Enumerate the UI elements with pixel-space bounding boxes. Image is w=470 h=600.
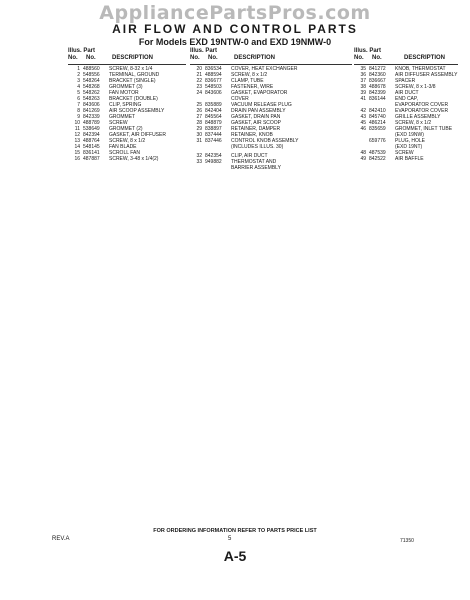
- part-number: 837446: [205, 138, 222, 144]
- illus-number: 49: [360, 156, 366, 162]
- illus-number: 24: [196, 90, 202, 96]
- part-number: 836144: [369, 96, 386, 102]
- part-number: 843606: [83, 102, 100, 108]
- part-number: 548556: [83, 72, 100, 78]
- part-description: FAN MOTOR: [109, 90, 139, 96]
- part-description: SCREW, 8 x 1/2: [395, 120, 432, 126]
- illus-number: 13: [74, 138, 80, 144]
- column-header: [68, 48, 186, 64]
- part-description: CONTROL KNOB ASSEMBLY: [231, 138, 299, 144]
- header-part-no: No.: [86, 55, 96, 61]
- part-description: CLAMP, TUBE: [231, 78, 264, 84]
- part-number: 842404: [205, 108, 222, 114]
- parts-row: [190, 144, 352, 150]
- part-description: THERMOSTAT AND: [231, 159, 277, 165]
- illus-number: 11: [74, 126, 80, 132]
- part-description: FASTENER, WIRE: [231, 84, 274, 90]
- part-number: 842360: [369, 72, 386, 78]
- parts-column-3: [354, 48, 458, 162]
- part-description: END CAP,: [395, 96, 418, 102]
- part-description: KNOB, THERMOSTAT: [395, 66, 446, 72]
- illus-number: 20: [196, 66, 202, 72]
- header-illus-part: Illus. Part: [68, 48, 96, 54]
- header-rule: [68, 64, 186, 65]
- part-number: 845740: [369, 114, 386, 120]
- header-illus-no: No.: [354, 55, 364, 61]
- illus-number: 30: [196, 132, 202, 138]
- illus-number: 42: [360, 108, 366, 114]
- part-number: 486214: [369, 120, 386, 126]
- header-rule: [190, 64, 352, 65]
- part-number: 842410: [369, 108, 386, 114]
- part-description: SCREW: [109, 120, 128, 126]
- part-description: GROMMET (2): [109, 126, 143, 132]
- part-description: SCREW, 8 x 1/2: [231, 72, 268, 78]
- illus-number: 5: [77, 90, 80, 96]
- part-number: 843606: [205, 90, 222, 96]
- illus-number: 32: [196, 153, 202, 159]
- part-description: GASKET, AIR SCOOP: [231, 120, 282, 126]
- document-code: 71350: [400, 538, 414, 544]
- part-description: SCREW, 8 x 1/2: [109, 138, 146, 144]
- part-number: 841269: [83, 108, 100, 114]
- part-number: 836667: [369, 78, 386, 84]
- page-number-small: 5: [228, 536, 232, 542]
- header-illus-part: Illus. Part: [354, 48, 382, 54]
- illus-number: 21: [196, 72, 202, 78]
- page-subtitle: For Models EXD 19NTW-0 and EXD 19NMW-0: [138, 37, 332, 47]
- part-number: 488678: [369, 84, 386, 90]
- part-number: 548263: [83, 96, 100, 102]
- header-description: DESCRIPTION: [112, 55, 154, 61]
- part-number: 835889: [205, 102, 222, 108]
- illus-number: 36: [360, 72, 366, 78]
- header-part-no: No.: [372, 55, 382, 61]
- illus-number: 48: [360, 150, 366, 156]
- column-header: [190, 48, 352, 64]
- part-description: (EXD 19NW): [395, 132, 424, 138]
- part-description: (INCLUDES ILLUS. 30): [231, 144, 284, 150]
- illus-number: [190, 144, 205, 150]
- header-description: DESCRIPTION: [404, 55, 446, 61]
- parts-column-1: [68, 48, 186, 162]
- part-description: GASKET, DRAIN PAN: [231, 114, 281, 120]
- part-description: COVER, HEAT EXCHANGER: [231, 66, 298, 72]
- part-number: 836141: [83, 150, 100, 156]
- illus-number: 33: [196, 159, 202, 165]
- part-number: 836534: [205, 66, 222, 72]
- part-number: 487539: [369, 150, 386, 156]
- illus-number: 23: [196, 84, 202, 90]
- part-number: 845564: [205, 114, 222, 120]
- part-number: 548268: [83, 84, 100, 90]
- part-number: 836677: [205, 78, 222, 84]
- part-number: 842339: [83, 114, 100, 120]
- illus-number: 31: [196, 138, 202, 144]
- part-number: 842394: [83, 132, 100, 138]
- part-description: RETAINER, KNOB: [231, 132, 273, 138]
- column-header: [354, 48, 458, 64]
- part-description: COVER: [231, 96, 249, 102]
- illus-number: 9: [77, 114, 80, 120]
- part-description: EVAPORATOR COVER: [395, 108, 449, 114]
- part-description: GASKET, AIR DIFFUSER: [109, 132, 166, 138]
- illus-number: 38: [360, 84, 366, 90]
- illus-number: 15: [74, 150, 80, 156]
- illus-number: 7: [77, 102, 80, 108]
- part-number: 842354: [205, 153, 222, 159]
- part-number: 841272: [369, 66, 386, 72]
- part-number: 548145: [83, 144, 100, 150]
- illus-number: 28: [196, 120, 202, 126]
- header-illus-part: Illus. Part: [190, 48, 218, 54]
- part-description: VACUUM RELEASE PLUG: [231, 102, 292, 108]
- page-label: A-5: [223, 548, 247, 564]
- part-description: CLIP, SPRING: [109, 102, 142, 108]
- part-description: RETAINER, DAMPER: [231, 126, 281, 132]
- illus-number: 46: [360, 126, 366, 132]
- part-description: SCREW, 8-32 x 1/4: [109, 66, 153, 72]
- illus-number: 1: [77, 66, 80, 72]
- watermark-text: AppliancePartsPros.com: [99, 2, 371, 24]
- illus-number: 12: [74, 132, 80, 138]
- illus-number: 29: [196, 126, 202, 132]
- part-description: GROMMET, INLET TUBE: [395, 126, 453, 132]
- parts-row: [190, 165, 352, 171]
- part-description: SPACER: [395, 78, 416, 84]
- illus-number: 26: [196, 108, 202, 114]
- illus-number: 45: [360, 120, 366, 126]
- illus-number: 37: [360, 78, 366, 84]
- part-number: 538649: [83, 126, 100, 132]
- header-description: DESCRIPTION: [234, 55, 276, 61]
- illus-number: 2: [77, 72, 80, 78]
- part-description: PLUG, HOLE: [395, 138, 426, 144]
- illus-number: 39: [360, 90, 366, 96]
- part-number: 842399: [369, 90, 386, 96]
- part-description: BRACKET (SINGLE): [109, 78, 156, 84]
- part-number: 659776: [369, 138, 386, 144]
- illus-number: 22: [196, 78, 202, 84]
- part-number: 848879: [205, 120, 222, 126]
- part-number: 842522: [369, 156, 386, 162]
- part-number: 838897: [205, 126, 222, 132]
- part-description: GROMMET: [109, 114, 136, 120]
- parts-row: [354, 156, 458, 162]
- revision-label: REV.A: [52, 536, 70, 542]
- part-number: 949882: [205, 159, 222, 165]
- header-part-no: No.: [208, 55, 218, 61]
- illus-number: 41: [360, 96, 366, 102]
- part-description: SCREW: [395, 150, 414, 156]
- header-rule: [354, 64, 458, 65]
- part-description: FAN BLADE: [109, 144, 137, 150]
- illus-number: 25: [196, 102, 202, 108]
- part-description: GASKET, EVAPORATOR: [231, 90, 288, 96]
- part-number: [205, 165, 231, 171]
- part-description: TERMINAL, GROUND: [109, 72, 160, 78]
- part-description: AIR SCOOP ASSEMBLY: [109, 108, 165, 114]
- header-illus-no: No.: [68, 55, 78, 61]
- illus-number: 35: [360, 66, 366, 72]
- illus-number: 6: [77, 96, 80, 102]
- part-description: AIR DUCT: [395, 90, 419, 96]
- part-number: 488764: [83, 138, 100, 144]
- illus-number: 27: [196, 114, 202, 120]
- header-illus-no: No.: [190, 55, 200, 61]
- part-description: BRACKET (DOUBLE): [109, 96, 158, 102]
- part-description: SCREW, 3-48 x 1/4(2): [109, 156, 159, 162]
- part-number: 488560: [83, 66, 100, 72]
- part-number: 488789: [83, 120, 100, 126]
- illus-number: 4: [77, 84, 80, 90]
- part-description: (EXD 19NT): [395, 144, 423, 150]
- part-number: 548264: [83, 78, 100, 84]
- part-description: GRILLE ASSEMBLY: [395, 114, 441, 120]
- illus-number: 3: [77, 78, 80, 84]
- part-number: 488594: [205, 72, 222, 78]
- part-description: AIR DIFFUSER ASSEMBLY: [395, 72, 458, 78]
- page-title: AIR FLOW AND CONTROL PARTS: [112, 22, 358, 36]
- part-description: GROMMET (3): [109, 84, 143, 90]
- illus-number: [190, 165, 205, 171]
- part-description: DRAIN PAN ASSEMBLY: [231, 108, 286, 114]
- ordering-note: FOR ORDERING INFORMATION REFER TO PARTS PRICE LIST: [153, 528, 317, 534]
- part-description: CLIP, AIR DUCT: [231, 153, 268, 159]
- illus-number: 14: [74, 144, 80, 150]
- illus-number: 16: [74, 156, 80, 162]
- parts-column-2: [190, 48, 352, 171]
- part-description: AIR BAFFLE: [395, 156, 424, 162]
- part-number: 835659: [369, 126, 386, 132]
- part-number: [205, 144, 231, 150]
- parts-row: [68, 156, 186, 162]
- illus-number: 10: [74, 120, 80, 126]
- illus-number: 43: [360, 114, 366, 120]
- part-description: EVAPORATOR COVER: [395, 102, 449, 108]
- illus-number: 8: [77, 108, 80, 114]
- part-number: 548262: [83, 90, 100, 96]
- part-number: 548503: [205, 84, 222, 90]
- part-description: SCREW, 8 x 1-3/8: [395, 84, 436, 90]
- part-number: 487887: [83, 156, 100, 162]
- part-description: SCROLL FAN: [109, 150, 140, 156]
- part-description: BARRIER ASSEMBLY: [231, 165, 281, 171]
- part-number: 837444: [205, 132, 222, 138]
